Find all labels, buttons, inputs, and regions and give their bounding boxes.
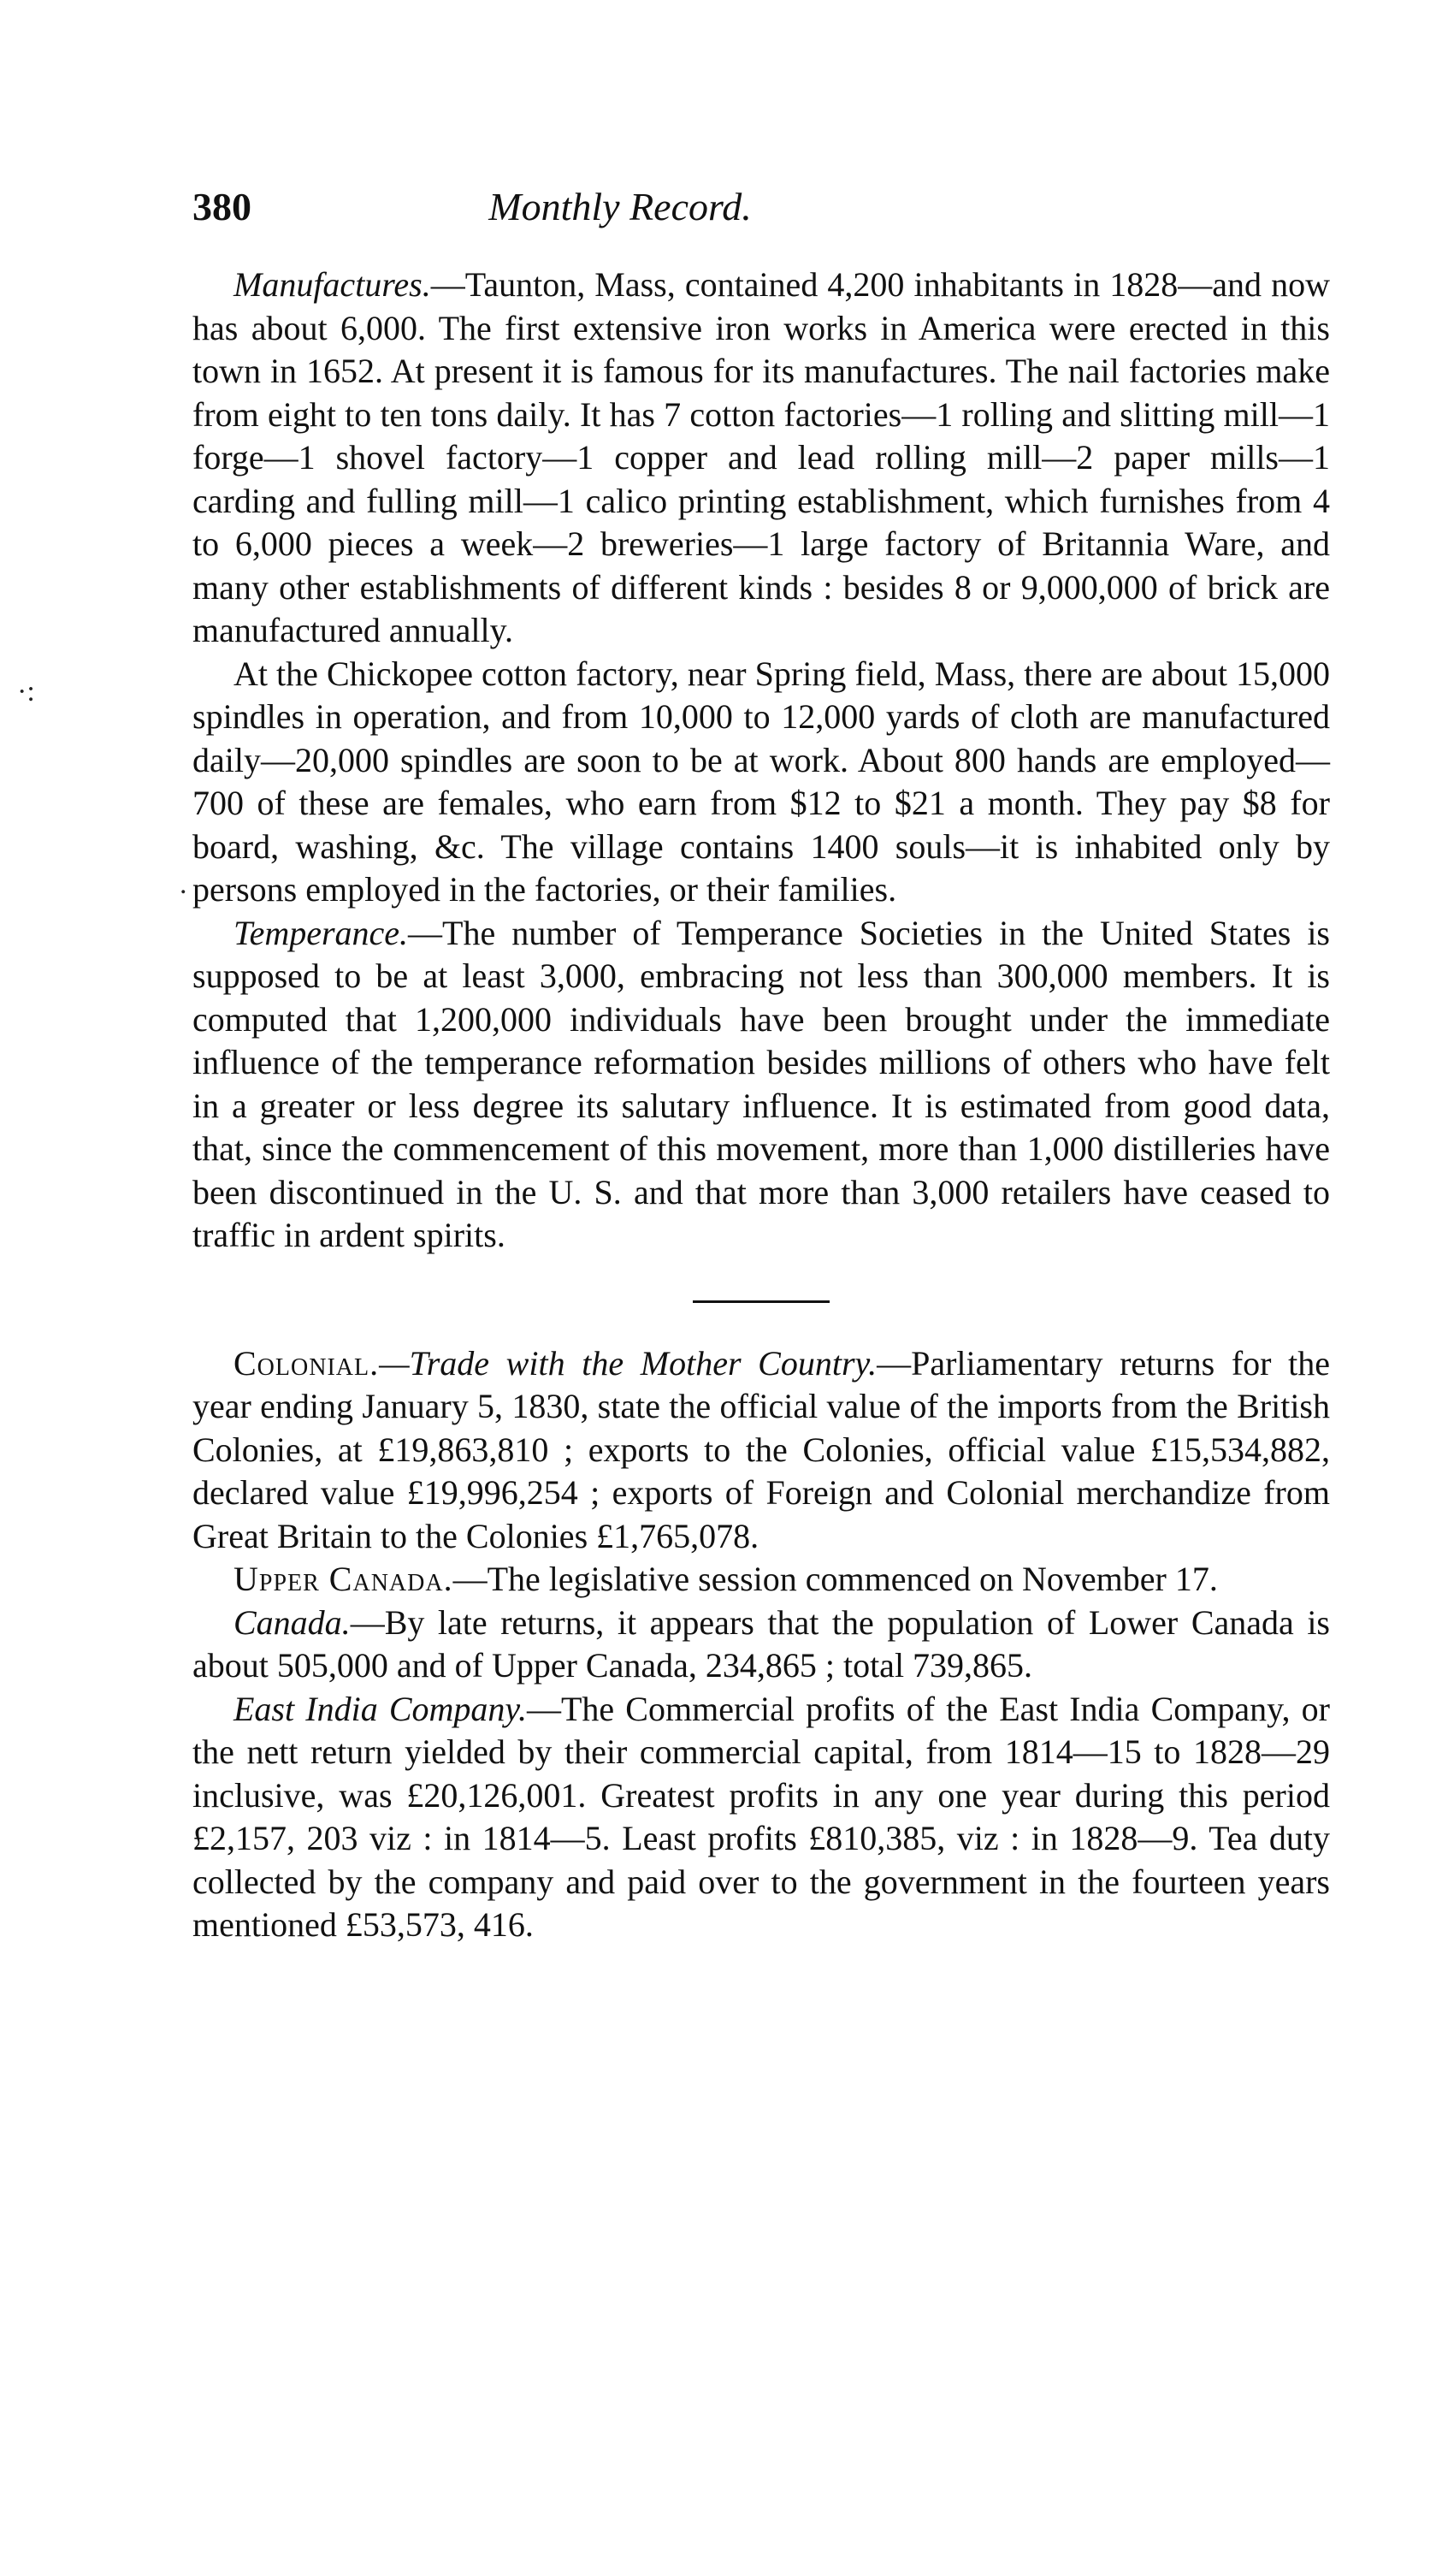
paragraph-lead: Manufactures. xyxy=(233,265,431,304)
paragraph-upper-canada xyxy=(192,1558,1330,1602)
paragraph-text: —By late returns, it appears that the population of Lower Canada is about 505,000 and of Upper Canada, 234,865 ; total 739,865. xyxy=(192,1602,1330,1685)
running-title: Monthly Record. xyxy=(488,185,752,228)
body-text xyxy=(192,264,1330,1947)
paragraph-text: —Parliamentary returns for the year ending January 5, 1830, state the official value of the imports from the British Colonies, at £19,863,810 ; exports to the Colonies, official value £15,534,882, declared value £19,996,254 ; exports of Foreign and Colonial merchandize from Great Britain to the Colonies £1,765,078. xyxy=(192,1343,1331,1555)
paragraph-chickopee xyxy=(192,653,1330,912)
paragraph-lead-caps: Upper Canada. xyxy=(233,1560,453,1598)
margin-mark: . xyxy=(180,868,187,900)
paragraph-lead-italic: East India Company. xyxy=(233,1689,527,1728)
colonial-section xyxy=(192,1342,1330,1947)
paragraph-text: —The legislative session commenced on November 17. xyxy=(452,1560,1218,1598)
paragraph-text: —The Commercial profits of the East India Company, or the nett return yielded by their commercial capital, from 1814—15 to 1828—29 inclusive, was £20,126,001. Greatest profits in any one year during this period £2,157, 203 viz : in 1814—5. Least profits £810,385, viz : in 1828—9. Tea duty collected by the company and paid over to the government in the fourteen years mentioned £53,573, 416. xyxy=(192,1689,1330,1944)
paragraph-text: —The number of Temperance Societies in the United States is supposed to be at least 3,000, embracing not less than 300,000 members. It is computed that 1,200,000 individuals have been brought under the immediate influence of the temperance reformation besides millions of others who have felt in a greater or less degree its salutary influence. It is estimated from good data, that, since the commencement of this movement, more than 1,000 distilleries have been discontinued in the U. S. and that more than 3,000 retailers have ceased to traffic in ardent spirits. xyxy=(192,913,1330,1254)
page-header xyxy=(192,184,1330,235)
margin-mark: ·: xyxy=(17,676,35,708)
paragraph-lead-italic: —Trade with the Mother Country. xyxy=(379,1343,878,1383)
page-number: 380 xyxy=(192,185,251,228)
paragraph-colonial xyxy=(192,1342,1330,1559)
paragraph-canada xyxy=(192,1602,1330,1688)
paragraph-lead: Temperance. xyxy=(233,913,409,952)
section-divider xyxy=(693,1300,830,1303)
paragraph-lead-caps: Colonial. xyxy=(233,1343,380,1383)
domestic-section xyxy=(192,264,1330,1258)
paragraph-lead-italic: Canada. xyxy=(233,1602,351,1642)
paragraph-text: At the Chickopee cotton factory, near Spring field, Mass, there are about 15,000 spindles in operation, and from 10,000 to 12,000 yards of cloth are manufactured daily—20,000 spindles are soon to be at work. About 800 hands are employed—700 of these are females, who earn from $12 to $21 a month. They pay $8 for board, washing, &c. The village contains 1400 souls—it is inhabited only by persons employed in the factories, or their families. xyxy=(192,654,1330,909)
paragraph-manufactures xyxy=(192,264,1330,653)
paragraph-east-india xyxy=(192,1688,1330,1947)
paragraph-temperance xyxy=(192,912,1330,1258)
paragraph-text: —Taunton, Mass, contained 4,200 inhabitants in 1828—and now has about 6,000. The first extensive iron works in America were erected in this town in 1652. At present it is famous for its manufactures. The nail factories make from eight to ten tons daily. It has 7 cotton factories—1 rolling and slitting mill—1 forge—1 shovel factory—1 copper and lead rolling mill—2 paper mills—1 carding and fulling mill—1 calico printing establishment, which furnishes from 4 to 6,000 pieces a week—2 breweries—1 large factory of Britannia Ware, and many other establishments of different kinds : besides 8 or 9,000,000 of brick are manufactured annually. xyxy=(192,265,1330,649)
